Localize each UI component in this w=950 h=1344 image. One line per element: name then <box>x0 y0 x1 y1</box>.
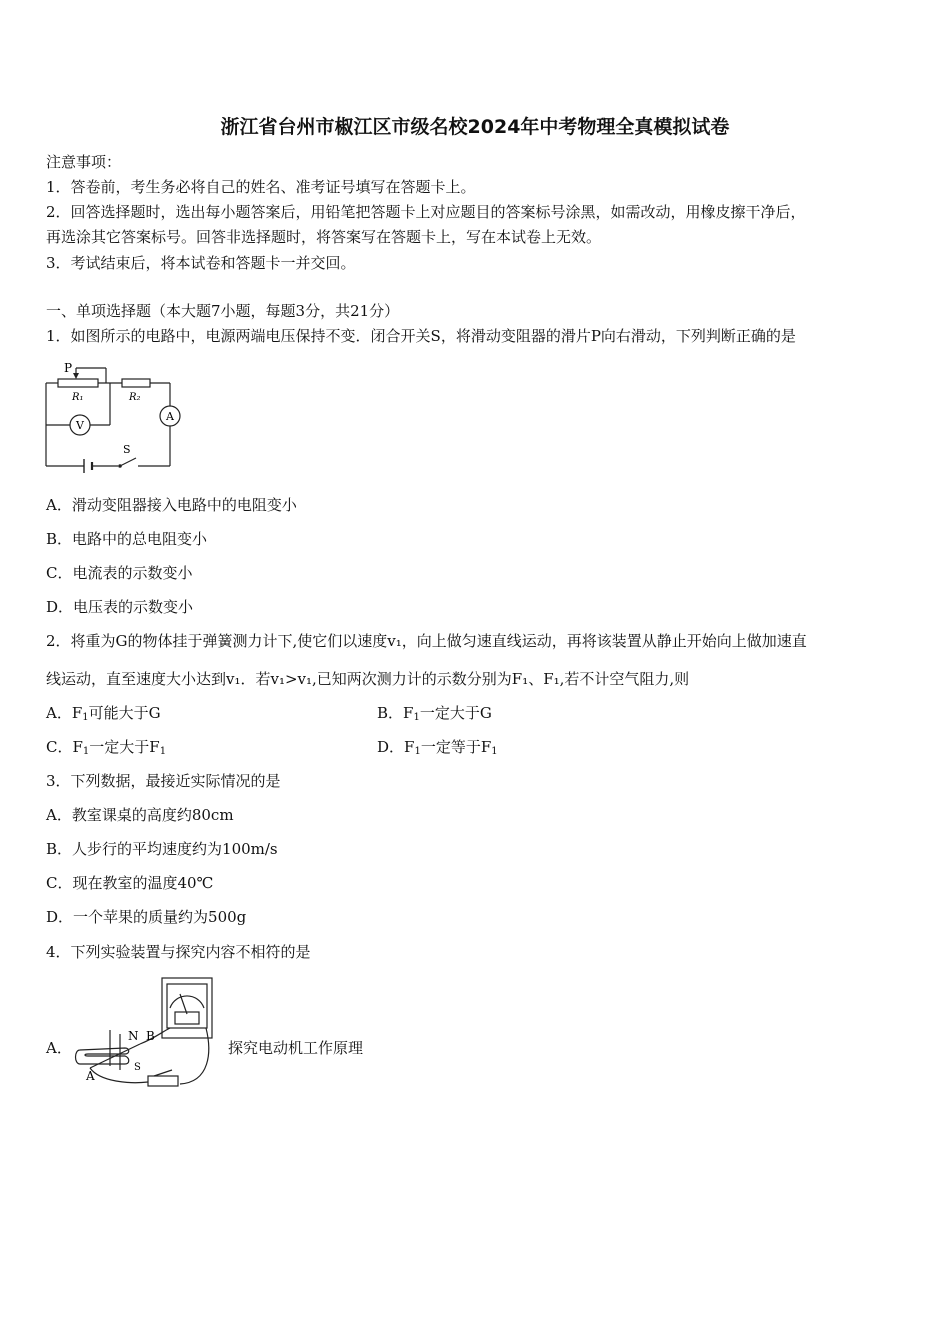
label-r2: R₂ <box>129 392 141 403</box>
option-text: 探究电动机工作原理 <box>228 1039 364 1057</box>
option: A．滑动变阻器接入电路中的电阻变小 <box>46 496 297 514</box>
resistor-r2 <box>122 379 150 387</box>
label-s: S <box>123 443 131 456</box>
option: D．$F_1$一定等于$F_1$ <box>377 738 498 757</box>
label-n: N <box>128 1029 139 1043</box>
label-a: A <box>86 1069 95 1083</box>
switch-icon <box>148 1076 178 1086</box>
label-r1: R₁ <box>72 392 84 403</box>
option: B．人步行的平均速度约为100m/s <box>46 840 278 858</box>
question-4-stem: 4．下列实验装置与探究内容不相符的是 <box>46 943 311 961</box>
slider-arrow-icon <box>73 373 79 379</box>
option: D．电压表的示数变小 <box>46 598 194 616</box>
label-a: A <box>166 410 174 423</box>
label-s: S <box>134 1062 141 1073</box>
galvanometer-icon <box>162 978 212 1038</box>
section-heading: 一、单项选择题（本大题7小题，每题3分，共21分） <box>46 302 400 320</box>
question-3-stem: 3．下列数据，最接近实际情况的是 <box>46 772 281 790</box>
option-label: A． <box>46 1039 72 1057</box>
option: C．现在教室的温度40℃ <box>46 874 214 892</box>
option: B．电路中的总电阻变小 <box>46 530 208 548</box>
notice-item: 3．考试结束后，将本试卷和答题卡一并交回。 <box>46 254 356 272</box>
notice-item: 2．回答选择题时，选出每小题答案后，用铅笔把答题卡上对应题目的答案标号涂黑，如需改动，用橡皮擦干净后， <box>46 203 806 221</box>
option: A．教室课桌的高度约80cm <box>46 806 234 824</box>
notice-item: 再选涂其它答案标号。回答非选择题时，将答案写在答题卡上，写在本试卷上无效。 <box>46 228 602 246</box>
option: C．$F_1$一定大于$F_1$ <box>46 738 167 757</box>
label-b: B <box>146 1029 155 1043</box>
notice-heading: 注意事项： <box>46 153 122 171</box>
option: B．$F_1$一定大于G <box>377 704 492 723</box>
switch-icon <box>118 464 122 468</box>
label-p: P <box>64 361 73 375</box>
circuit-diagram <box>40 358 190 473</box>
question-1-stem: 1．如图所示的电路中，电源两端电压保持不变．闭合开关S，将滑动变阻器的滑片P向右滑动，下列判断正确的是 <box>46 327 796 345</box>
option: A．$F_1$可能大于G <box>46 704 161 723</box>
question-2-stem: 2．将重为G的物体挂于弹簧测力计下,使它们以速度v₁，向上做匀速直线运动，再将该装置从静止开始向上做加速直 <box>46 632 807 650</box>
label-v: V <box>76 419 84 432</box>
option: D．一个苹果的质量约为500g <box>46 908 247 926</box>
question-2-stem: 线运动，直至速度大小达到v₁．若v₁>v₁,已知两次测力计的示数分别为F₁、F₁,若不计空气阻力,则 <box>46 670 690 688</box>
option: C．电流表的示数变小 <box>46 564 193 582</box>
resistor-r1 <box>58 379 98 387</box>
apparatus-diagram <box>70 972 220 1102</box>
notice-item: 1．答卷前，考生务必将自己的姓名、准考证号填写在答题卡上。 <box>46 178 476 196</box>
page-title: 浙江省台州市椒江区市级名校2024年中考物理全真模拟试卷 <box>220 116 730 138</box>
